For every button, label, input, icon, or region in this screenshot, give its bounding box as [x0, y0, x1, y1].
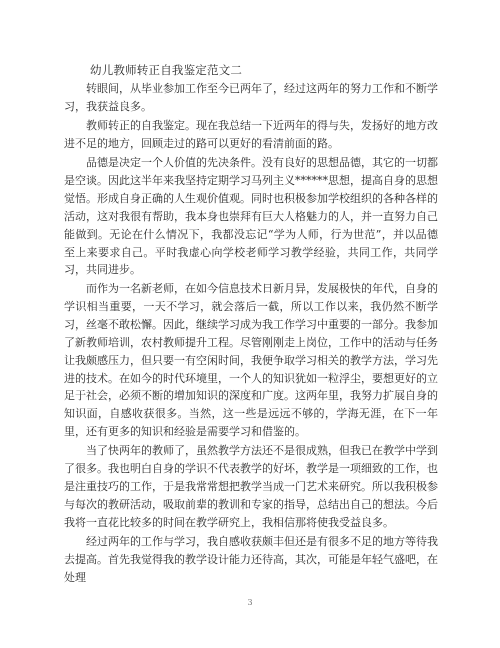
paragraph-moral-character: 品德是决定一个人价值的先决条件。没有良好的思想品德，其它的一切都是空谈。因此这半年来我坚持定期学习马列主义******思想，提高自身的思想觉悟。形成自身正确的人生观价值观。同时也积极参加学校组织的各种各样的活动，这对我很有帮助，我本身也崇拜有巨大人格魅力的人，并一直努力自己能做到。无论在什么情况下，我都没忘记“学为人师，行为世范”，并以品德至上来要求自己。平时我虚心向学校老师学习教学经验，共同工作，共同学习，共同进步。	[64, 156, 438, 277]
paragraph-self-assessment: 教师转正的自我鉴定。现在我总结一下近两年的得与失，发扬好的地方改进不足的地方，回顾走过的路可以更好的看清前面的路。	[64, 119, 438, 150]
paragraph-teaching-experience: 当了快两年的教师了，虽然教学方法还不是很成熟，但我已在教学中学到了很多。我也明白自身的学识不代表教学的好坏，教学是一项细致的工作，也是注重技巧的工作，于是我常常想把教学当成一门艺术来研究。所以我积极参与每次的教研活动，吸取前辈的教训和专家的指导，总结出自己的想法。今后我将一直花比较多的时间在教学研究上，我相信那将使我受益良多。	[64, 444, 438, 529]
paragraph-summary: 经过两年的工作与学习，我自感收获颇丰但还是有很多不足的地方等待我去提高。首先我觉得我的教学设计能力还待高，其次，可能是年轻气盛吧，在处理	[64, 535, 438, 584]
document-title: 幼儿教师转正自我鉴定范文二	[90, 63, 243, 77]
page-number: 3	[247, 598, 253, 607]
paragraph-intro: 转眼间，从毕业参加工作至今已两年了，经过这两年的努力工作和不断学习，我获益良多。	[64, 82, 438, 113]
paragraph-continuous-learning: 而作为一名新老师，在如今信息技术日新月异，发展极快的年代，自身的学识相当重要，一天不学习，就会落后一截，所以工作以来，我仍然不断学习，丝毫不敢松懈。因此，继续学习成为我工作学习中重要的一部分。我参加了新教师培训，农村教师提升工程。尽管刚刚走上岗位，工作中的活动与任务让我颇感压力，但只要一有空闲时间，我便争取学习相关的教学方法，学习先进的技术。在如今的时代环境里，一个人的知识犹如一粒浮尘，要想更好的立足于社会，必须不断的增加知识的深度和广度。这两年里，我努力扩展自身的知识面，自感收获很多。当然，这一些是远远不够的，学海无涯，在下一年里，还有更多的知识和经验是需要学习和借鉴的。	[64, 282, 438, 439]
